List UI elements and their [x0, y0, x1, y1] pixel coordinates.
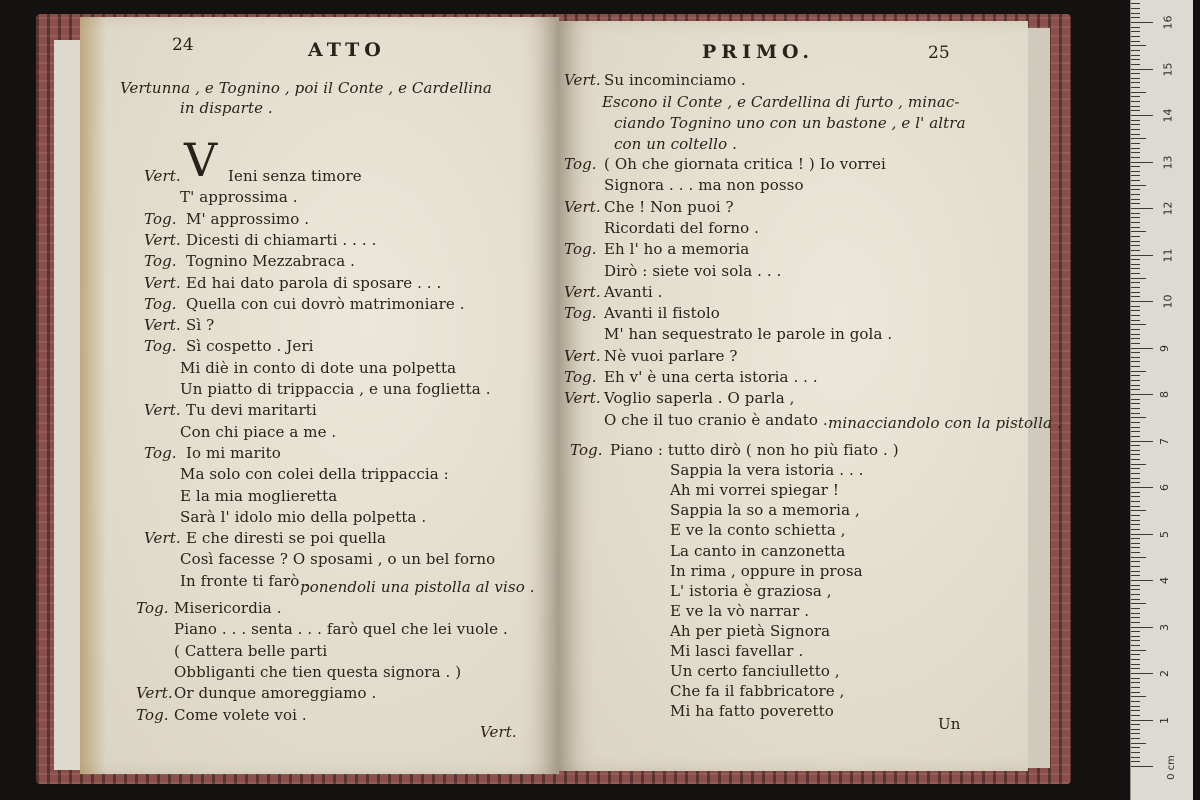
ruler-tick	[1131, 413, 1140, 414]
ruler-number: 11	[1161, 248, 1175, 262]
speaker-label: Tog.	[144, 209, 177, 228]
ruler-tick	[1131, 408, 1140, 409]
dialogue-line: T' approssima .	[180, 188, 298, 207]
ruler-tick	[1131, 22, 1153, 23]
ruler-number: 4	[1158, 577, 1171, 584]
ruler-tick	[1131, 622, 1140, 623]
dialogue-line: La canto in canzonetta	[670, 541, 846, 560]
ruler-tick	[1131, 575, 1140, 576]
dialogue-line: Io mi marito	[186, 443, 281, 462]
dialogue-line: Su incominciamo .	[604, 71, 746, 89]
ruler-tick	[1131, 733, 1140, 734]
ruler-tick	[1131, 296, 1140, 297]
speaker-label: Vert.	[564, 346, 601, 365]
ruler-tick	[1131, 36, 1140, 37]
ruler-tick	[1131, 282, 1140, 283]
ruler-tick	[1131, 431, 1140, 432]
ruler-tick	[1131, 487, 1153, 488]
ruler-tick	[1131, 101, 1140, 102]
ruler-tick	[1131, 529, 1140, 530]
ruler-number: 13	[1161, 155, 1175, 169]
ruler-tick	[1131, 687, 1140, 688]
ruler-tick	[1131, 208, 1153, 209]
ruler-tick	[1131, 743, 1146, 744]
ruler-tick	[1131, 134, 1140, 135]
ruler-tick	[1131, 357, 1140, 358]
ruler-tick	[1131, 380, 1140, 381]
catchword: Vert.	[480, 723, 517, 741]
ruler-number: 9	[1158, 344, 1171, 352]
ruler-tick	[1131, 115, 1153, 116]
ruler-tick	[1131, 338, 1140, 339]
ruler-tick	[1131, 17, 1140, 18]
ruler-tick	[1131, 352, 1140, 353]
ruler-tick	[1131, 264, 1140, 265]
dialogue-line: Nè vuoi parlare ?	[604, 346, 738, 365]
ruler-tick	[1131, 580, 1153, 581]
ruler-tick	[1131, 222, 1140, 223]
dialogue-line: Voglio saperla . O parla ,	[604, 389, 795, 408]
running-header: ATTO	[308, 39, 386, 61]
ruler-tick	[1131, 403, 1140, 404]
ruler-tick	[1131, 645, 1140, 646]
ruler-tick	[1131, 747, 1140, 748]
ruler-tick	[1131, 129, 1140, 130]
ruler-tick	[1131, 520, 1140, 521]
dialogue-line: Dirò : siete voi sola . . .	[604, 261, 782, 280]
ruler-tick	[1131, 496, 1140, 497]
dialogue-line: Misericordia .	[174, 599, 282, 617]
page-number: 25	[928, 43, 950, 63]
ruler-tick	[1131, 185, 1146, 186]
left-page	[80, 17, 559, 774]
ruler-number: 16	[1161, 15, 1175, 30]
dialogue-line: Avanti il fistolo	[604, 304, 720, 323]
ruler-tick	[1131, 492, 1140, 493]
speaker-label: Tog.	[570, 441, 603, 459]
dialogue-line: Così facesse ? O sposami , o un bel forno	[180, 550, 496, 569]
speaker-label: Vert.	[564, 71, 601, 89]
dialogue-line: Tognino Mezzabraca .	[186, 252, 355, 271]
ruler-tick	[1131, 268, 1140, 269]
ruler-tick	[1131, 55, 1140, 56]
ruler-tick	[1131, 557, 1146, 558]
ruler-tick	[1131, 348, 1153, 349]
ruler-tick	[1131, 8, 1140, 9]
ruler-tick	[1131, 506, 1140, 507]
ruler-tick	[1131, 729, 1140, 730]
dialogue-line: Sappia la vera istoria . . .	[670, 461, 864, 480]
speaker-label: Vert.	[564, 282, 601, 301]
ruler-tick	[1131, 110, 1140, 111]
ruler-number: 8	[1158, 391, 1171, 398]
right-page	[558, 21, 1062, 771]
dialogue-line: Ah mi vorrei spiegar !	[670, 481, 840, 500]
speaker-label: Vert.	[144, 230, 181, 249]
ruler-tick	[1131, 78, 1140, 79]
page-number: 24	[172, 35, 194, 55]
ruler-tick	[1131, 757, 1140, 758]
ruler-tick	[1131, 143, 1140, 144]
dialogue-line: Eh v' è una certa istoria . . .	[604, 368, 818, 386]
ruler-tick	[1131, 538, 1140, 539]
dialogue-line: Avanti .	[604, 282, 663, 301]
ruler-tick	[1131, 636, 1140, 637]
ruler-tick	[1131, 389, 1140, 390]
ruler-tick	[1131, 148, 1140, 149]
ruler-tick	[1131, 547, 1140, 548]
speaker-label: Tog.	[564, 155, 597, 173]
dialogue-line: L' istoria è graziosa ,	[670, 581, 832, 600]
dialogue-line: M' approssimo .	[186, 209, 310, 228]
ruler-tick	[1131, 59, 1140, 60]
ruler-tick	[1131, 627, 1153, 628]
ruler-tick	[1131, 566, 1140, 567]
dialogue-line: Ma solo con colei della trippaccia :	[180, 465, 449, 484]
ruler-tick	[1131, 715, 1140, 716]
ruler-tick	[1131, 320, 1140, 321]
speaker-label: Vert.	[136, 684, 173, 703]
ruler-tick	[1131, 171, 1140, 172]
ruler-tick	[1131, 82, 1140, 83]
ruler-tick	[1131, 640, 1140, 641]
ruler-tick	[1131, 385, 1140, 386]
ruler-tick	[1131, 427, 1140, 428]
ruler-tick	[1131, 524, 1140, 525]
ruler-tick	[1131, 468, 1140, 469]
speaker-label: Tog.	[144, 294, 177, 313]
dialogue-line: M' han sequestrato le parole in gola .	[604, 325, 893, 344]
ruler-tick	[1131, 245, 1140, 246]
ruler-tick	[1131, 561, 1140, 562]
dialogue-line: Quella con cui dovrò matrimoniare .	[186, 294, 465, 313]
ruler-tick	[1131, 250, 1140, 251]
dialogue-line: Che ! Non puoi ?	[604, 197, 734, 216]
ruler-tick	[1131, 213, 1140, 214]
ruler-tick	[1131, 27, 1140, 28]
dialogue-line: Obbliganti che tien questa signora . )	[174, 662, 462, 681]
dialogue-line: Ieni senza timore	[228, 167, 362, 185]
ruler-tick	[1131, 329, 1140, 330]
dialogue-line: O che il tuo cranio è andato .	[604, 410, 828, 429]
ruler-tick	[1131, 306, 1140, 307]
stage-direction: ponendoli una pistolla al viso .	[300, 578, 535, 596]
speaker-label: Tog.	[564, 368, 597, 386]
ruler-number: 5	[1158, 530, 1171, 538]
dialogue-line: E la mia moglieretta	[180, 486, 338, 505]
ruler-tick	[1131, 120, 1140, 121]
speaker-label: Tog.	[144, 337, 177, 356]
ruler-tick	[1131, 157, 1140, 158]
ruler-tick	[1131, 324, 1146, 325]
ruler-tick	[1131, 445, 1140, 446]
ruler-tick	[1131, 599, 1140, 600]
ruler-tick	[1131, 203, 1140, 204]
ruler-tick	[1131, 552, 1140, 553]
ruler-tick	[1131, 594, 1140, 595]
ruler-number: 2	[1158, 670, 1171, 677]
ruler-tick	[1131, 752, 1140, 753]
ruler-tick	[1131, 659, 1140, 660]
ruler-tick	[1131, 166, 1140, 167]
speaker-label: Vert.	[144, 401, 181, 420]
dialogue-line: Mi lasci favellar .	[670, 642, 804, 660]
ruler-tick	[1131, 766, 1153, 767]
stage-direction-line: ciando Tognino uno con un bastone , e l' altra	[614, 114, 966, 132]
ruler-tick	[1131, 761, 1140, 762]
dialogue-line: Signora . . . ma non posso	[604, 176, 804, 195]
ruler-tick	[1131, 720, 1153, 721]
ruler-tick	[1131, 399, 1140, 400]
ruler-tick	[1131, 534, 1153, 535]
ruler-tick	[1131, 585, 1140, 586]
ruler-tick	[1131, 668, 1140, 669]
ruler-tick	[1131, 543, 1140, 544]
ruler-tick	[1131, 510, 1146, 511]
speaker-label: Tog.	[144, 443, 177, 462]
ruler-number: 6	[1158, 484, 1171, 491]
ruler-tick	[1131, 515, 1140, 516]
ruler-tick	[1131, 738, 1140, 739]
ruler-tick	[1131, 417, 1146, 418]
ruler-tick	[1131, 124, 1140, 125]
ruler-tick	[1131, 441, 1153, 442]
ruler-tick	[1131, 664, 1140, 665]
dialogue-line: In rima , oppure in prosa	[670, 561, 863, 580]
ruler-tick	[1131, 706, 1140, 707]
dialogue-line: Un piatto di trippaccia , e una foglietta .	[180, 380, 491, 398]
speaker-label: Tog.	[564, 240, 597, 259]
ruler-tick	[1131, 361, 1140, 362]
stage-direction-line: Vertunna , e Tognino , poi il Conte , e Cardellina	[120, 79, 492, 97]
ruler-tick	[1131, 682, 1140, 683]
dialogue-line: Sì cospetto . Jeri	[186, 337, 314, 356]
ruler-tick	[1131, 41, 1140, 42]
speaker-label: Vert.	[144, 273, 181, 292]
ruler-tick	[1131, 162, 1153, 163]
ruler-tick	[1131, 654, 1140, 655]
dialogue-line: Ricordati del forno .	[604, 218, 759, 237]
ruler-tick	[1131, 613, 1140, 614]
speaker-label: Tog.	[136, 599, 169, 617]
ruler-tick	[1131, 138, 1146, 139]
ruler-tick	[1131, 287, 1140, 288]
dialogue-line: Che fa il fabbricatore ,	[670, 682, 845, 701]
ruler-tick	[1131, 180, 1140, 181]
ruler-tick	[1131, 343, 1140, 344]
ruler-tick	[1131, 571, 1140, 572]
ruler-tick	[1131, 459, 1140, 460]
ruler-tick	[1131, 50, 1140, 51]
ruler-tick	[1131, 366, 1140, 367]
ruler-tick	[1131, 106, 1140, 107]
catchword: Un	[938, 715, 961, 733]
dialogue-line: ( Cattera belle parti	[174, 641, 328, 660]
ruler-tick	[1131, 473, 1140, 474]
ruler-tick	[1131, 696, 1146, 697]
drop-cap: V	[184, 133, 218, 187]
ruler-tick	[1131, 617, 1140, 618]
dialogue-line: Tu devi maritarti	[186, 401, 317, 420]
dialogue-line: Sì ?	[186, 316, 215, 335]
ruler-tick	[1131, 482, 1140, 483]
dialogue-line: E ve la vò narrar .	[670, 601, 810, 620]
ruler-tick	[1131, 450, 1140, 451]
dialogue-line: Come volete voi .	[174, 705, 307, 724]
dialogue-line: Sappia la so a memoria ,	[670, 501, 860, 520]
page-stain	[80, 17, 106, 774]
speaker-label: Vert.	[144, 167, 181, 185]
ruler-tick	[1131, 189, 1140, 190]
ruler-tick	[1131, 69, 1153, 70]
speaker-label: Vert.	[564, 389, 601, 408]
dialogue-line: Piano . . . senta . . . farò quel che lei vuole .	[174, 620, 508, 639]
dialogue-line: Con chi piace a me .	[180, 422, 337, 441]
ruler-tick	[1131, 45, 1146, 46]
ruler-tick	[1131, 375, 1140, 376]
ruler-tick	[1131, 64, 1140, 65]
stage-direction: minacciandolo con la pistolla .	[828, 414, 1062, 432]
dialogue-line: Mi diè in conto di dote una polpetta	[180, 358, 457, 377]
speaker-label: Tog.	[144, 252, 177, 271]
ruler-tick	[1131, 692, 1140, 693]
ruler-number: 3	[1158, 623, 1171, 631]
measuring-ruler	[1130, 0, 1193, 800]
ruler-tick	[1131, 603, 1146, 604]
ruler-number: 14	[1161, 108, 1175, 123]
stage-direction-line: in disparte .	[180, 99, 273, 117]
speaker-label: Vert.	[144, 529, 181, 548]
ruler-tick	[1131, 92, 1146, 93]
ruler-tick	[1131, 478, 1140, 479]
ruler-tick	[1131, 701, 1140, 702]
ruler-tick	[1131, 292, 1140, 293]
ruler-number: 10	[1161, 294, 1175, 309]
ruler-tick	[1131, 724, 1140, 725]
ruler-tick	[1131, 454, 1140, 455]
ruler-tick	[1131, 334, 1140, 335]
ruler-unit: 0 cm	[1165, 755, 1177, 780]
ruler-tick	[1131, 436, 1140, 437]
running-header: PRIMO.	[702, 41, 815, 63]
speaker-label: Tog.	[136, 705, 169, 724]
dialogue-line: Ah per pietà Signora	[670, 621, 831, 640]
ruler-tick	[1131, 394, 1153, 395]
ruler-tick	[1131, 501, 1140, 502]
ruler-number: 7	[1158, 437, 1171, 445]
ruler-tick	[1131, 241, 1140, 242]
speaker-label: Vert.	[564, 197, 601, 216]
ruler-tick	[1131, 231, 1146, 232]
ruler-tick	[1131, 175, 1140, 176]
ruler-tick	[1131, 217, 1140, 218]
ruler-tick	[1131, 73, 1140, 74]
ruler-tick	[1131, 464, 1146, 465]
ruler-number: 12	[1161, 201, 1175, 216]
ruler-tick	[1131, 650, 1146, 651]
ruler-tick	[1131, 301, 1153, 302]
ruler-tick	[1131, 3, 1140, 4]
ruler-tick	[1131, 259, 1140, 260]
ruler-tick	[1131, 255, 1153, 256]
dialogue-line: E che diresti se poi quella	[186, 529, 387, 548]
dialogue-line: Or dunque amoreggiamo .	[174, 684, 377, 703]
ruler-tick	[1131, 152, 1140, 153]
ruler-tick	[1131, 227, 1140, 228]
speaker-label: Vert.	[144, 316, 181, 335]
ruler-tick	[1131, 422, 1140, 423]
ruler-tick	[1131, 631, 1140, 632]
dialogue-line: Ed hai dato parola di sposare . . .	[186, 273, 442, 292]
ruler-tick	[1131, 236, 1140, 237]
ruler-tick	[1131, 87, 1140, 88]
dialogue-line: Eh l' ho a memoria	[604, 240, 750, 259]
stage-direction-line: con un coltello .	[614, 135, 737, 153]
dialogue-line: Sarà l' idolo mio della polpetta .	[180, 507, 427, 526]
ruler-tick	[1131, 310, 1140, 311]
dialogue-line: ( Oh che giornata critica ! ) Io vorrei	[604, 155, 886, 173]
ruler-tick	[1131, 710, 1140, 711]
ruler-tick	[1131, 589, 1140, 590]
dialogue-line: Un certo fanciulletto ,	[670, 662, 840, 681]
dialogue-line: E ve la conto schietta ,	[670, 521, 846, 540]
ruler-number: 15	[1161, 62, 1175, 76]
ruler-number: 1	[1158, 716, 1171, 724]
ruler-tick	[1131, 315, 1140, 316]
dialogue-line: In fronte ti farò .	[180, 571, 310, 590]
ruler-tick	[1131, 96, 1140, 97]
ruler-tick	[1131, 278, 1146, 279]
ruler-tick	[1131, 673, 1153, 674]
dialogue-line: Mi ha fatto poveretto	[670, 702, 834, 721]
ruler-tick	[1131, 678, 1140, 679]
ruler-tick	[1131, 371, 1146, 372]
dialogue-line: Piano : tutto dirò ( non ho più fiato . )	[610, 441, 899, 459]
dialogue-line: Dicesti di chiamarti . . . .	[186, 230, 377, 249]
ruler-tick	[1131, 31, 1140, 32]
speaker-label: Tog.	[564, 304, 597, 323]
ruler-tick	[1131, 194, 1140, 195]
ruler-tick	[1131, 199, 1140, 200]
ruler-tick	[1131, 608, 1140, 609]
ruler-tick	[1131, 273, 1140, 274]
ruler-tick	[1131, 13, 1140, 14]
stage-direction-line: Escono il Conte , e Cardellina di furto , minac-	[602, 93, 960, 111]
